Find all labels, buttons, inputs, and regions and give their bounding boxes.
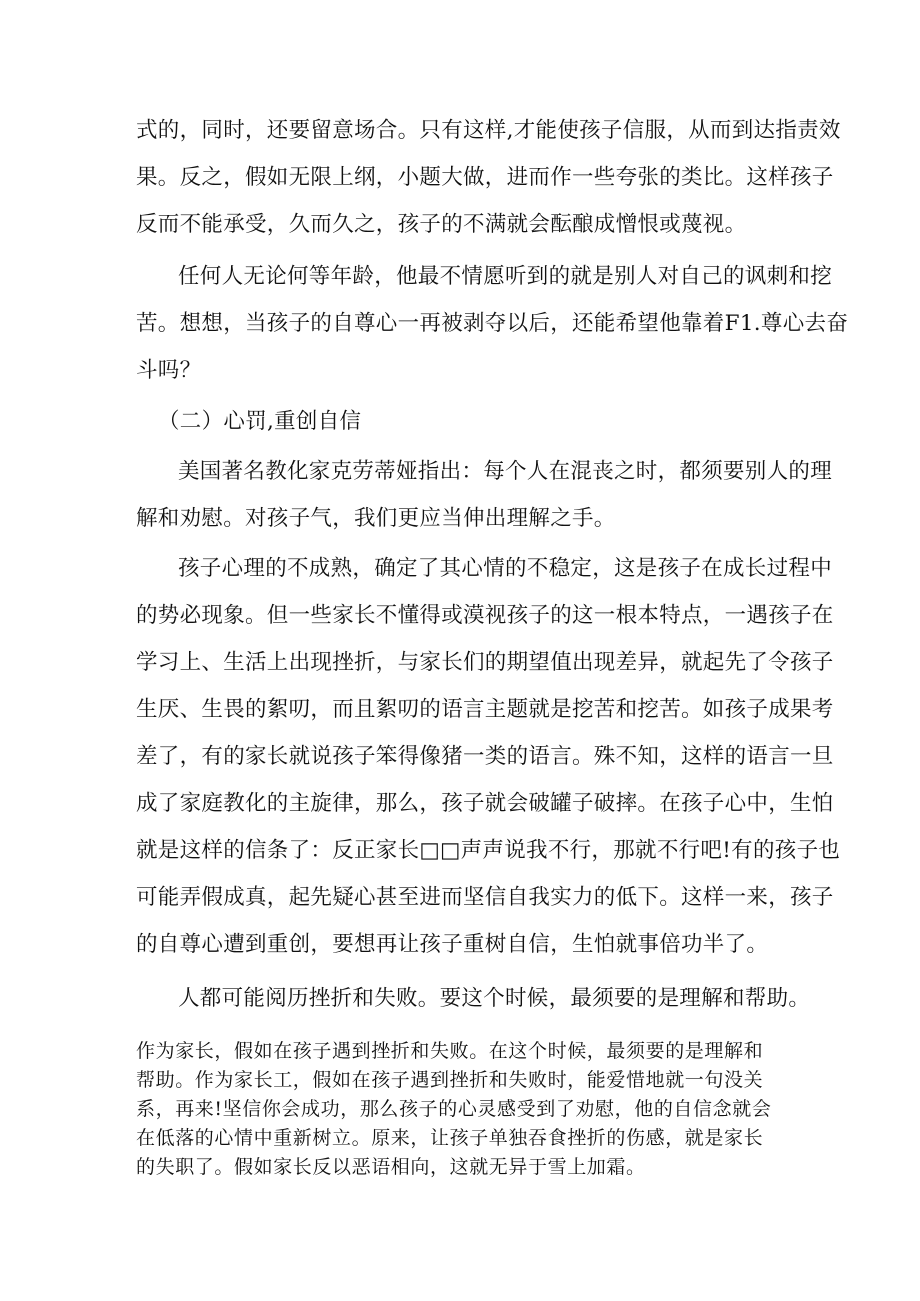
text-line: 的自尊心遭到重创，要想再让孩子重树自信，生怕就事倍功半了。	[136, 932, 769, 957]
text-line: 反而不能承受，久而久之，孩子的不满就会酝酿成憎恨或蔑视。	[136, 212, 747, 237]
text-line: 帮助。作为家长工，假如在孩子遇到挫折和失败时，能爱惜地就一句没关	[136, 1069, 764, 1091]
text-line: 作为家长，假如在孩子遇到挫折和失败。在这个时候，最须要的是理解和	[136, 1040, 764, 1062]
paragraph-first-line: 美国著名教化家克劳蒂娅指出：每个人在混丧之时，都须要别人的理	[178, 459, 833, 484]
text-line: 成了家庭教化的主旋律，那么，孩子就会破罐子破摔。在孩子心中，生怕	[136, 791, 834, 816]
text-line: 的失职了。假如家长反以恶语相向，这就无异于雪上加霜。	[136, 1156, 646, 1178]
text-line: 可能弄假成真，起先疑心甚至进而坚信自我实力的低下。这样一来，孩子	[136, 885, 834, 910]
text-line: 果。反之，假如无限上纲，小题大做，进而作一些夸张的类比。这样孩子	[136, 165, 834, 190]
section-heading: （二）心罚,重创自信	[158, 409, 362, 434]
text-line: 就是这样的信条了：反正家长□□声声说我不行，那就不行吧!有的孩子也	[136, 838, 841, 863]
paragraph-first-line: 人都可能阅历挫折和失败。要这个时候，最须要的是理解和帮助。	[178, 986, 811, 1011]
text-line: 苦。想想，当孩子的自尊心一再被剥夺以后，还能希望他靠着F1.尊心去奋	[136, 311, 849, 336]
text-line: 生厌、生畏的絮叨，而且絮叨的语言主题就是挖苦和挖苦。如孩子成果考	[136, 697, 834, 722]
paragraph-first-line: 孩子心理的不成熟，确定了其心情的不稳定，这是孩子在成长过程中	[178, 556, 833, 581]
text-line: 在低落的心情中重新树立。原来，让孩子单独吞食挫折的伤感，就是家长	[136, 1127, 764, 1149]
text-line: 的势必现象。但一些家长不懂得或漠视孩子的这一根本特点，一遇孩子在	[136, 603, 834, 628]
text-line: 斗吗？	[136, 358, 202, 383]
text-line: 式的，同时，还要留意场合。只有这样,才能使孩子信服，从而到达指责效	[136, 118, 841, 143]
text-line: 解和劝慰。对孩子气，我们更应当伸出理解之手。	[136, 506, 616, 531]
text-line: 系，再来!坚信你会成功，那么孩子的心灵感受到了劝慰，他的自信念就会	[136, 1098, 772, 1120]
text-line: 差了，有的家长就说孩子笨得像猪一类的语言。殊不知，这样的语言一旦	[136, 744, 834, 769]
text-line: 学习上、生活上出现挫折，与家长们的期望值出现差异，就起先了令孩子	[136, 650, 834, 675]
paragraph-first-line: 任何人无论何等年龄，他最不情愿听到的就是别人对自己的讽刺和挖	[178, 264, 833, 289]
